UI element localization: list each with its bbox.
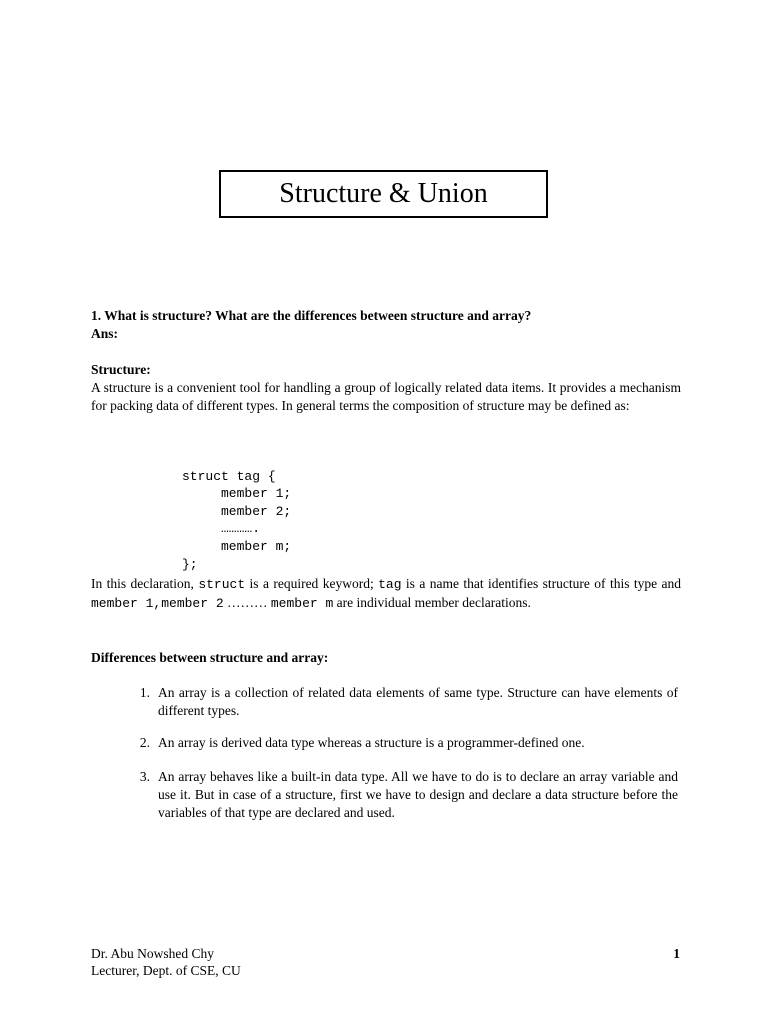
code-line: }; (182, 556, 198, 572)
differences-heading: Differences between structure and array: (91, 650, 329, 665)
list-number: 3. (139, 769, 150, 784)
code-line: struct tag { (182, 468, 276, 484)
member-list-code: member 1,member 2 (91, 596, 224, 611)
ans-label: Ans: (91, 326, 119, 341)
code-line: member m; (182, 538, 292, 554)
list-text: An array is a collection of related data elements of same type. Structure can have elements of different types. (158, 685, 678, 718)
declaration-text: In this declaration, (91, 576, 199, 591)
list-item (91, 734, 681, 752)
list-number: 2. (139, 735, 150, 750)
declaration-text: is a name that identifies structure of this type and (401, 576, 681, 591)
declaration-text: is a required keyword; (245, 576, 379, 591)
member-m-code: member m (270, 596, 334, 611)
structure-heading: Structure: (91, 362, 151, 377)
code-line: member 1; (182, 486, 292, 502)
list-text: An array behaves like a built-in data type. All we have to do is to declare an array variable and use it. But in case of a structure, first we have to design and declare a data structure before the variables of that type are declared and used. (158, 769, 678, 820)
list-item (91, 768, 681, 822)
list-item (91, 684, 681, 720)
code-block (182, 450, 291, 591)
keyword-tag: tag (378, 577, 402, 592)
keyword-struct: struct (198, 577, 246, 592)
declaration-text: are individual member declarations. (333, 595, 531, 610)
list-number: 1. (139, 685, 150, 700)
list-text: An array is derived data type whereas a structure is a programmer-defined one. (158, 735, 585, 750)
code-line: member 2; (182, 503, 292, 519)
page-title: Structure & Union (279, 178, 488, 209)
structure-paragraph: A structure is a convenient tool for handling a group of logically related data items. It provides a mechanism for packing data of different types. In general terms the composition of structure may be defined as: (91, 380, 681, 413)
declaration-paragraph (91, 575, 681, 613)
footer-author: Dr. Abu Nowshed Chy (91, 946, 215, 961)
title-box (219, 170, 548, 218)
declaration-text: ……… (223, 595, 271, 610)
code-line: …………. (182, 521, 261, 537)
page-number: 1 (673, 946, 680, 961)
footer-affiliation: Lecturer, Dept. of CSE, CU (91, 963, 241, 978)
question-heading: 1. What is structure? What are the differences between structure and array? (91, 308, 532, 323)
